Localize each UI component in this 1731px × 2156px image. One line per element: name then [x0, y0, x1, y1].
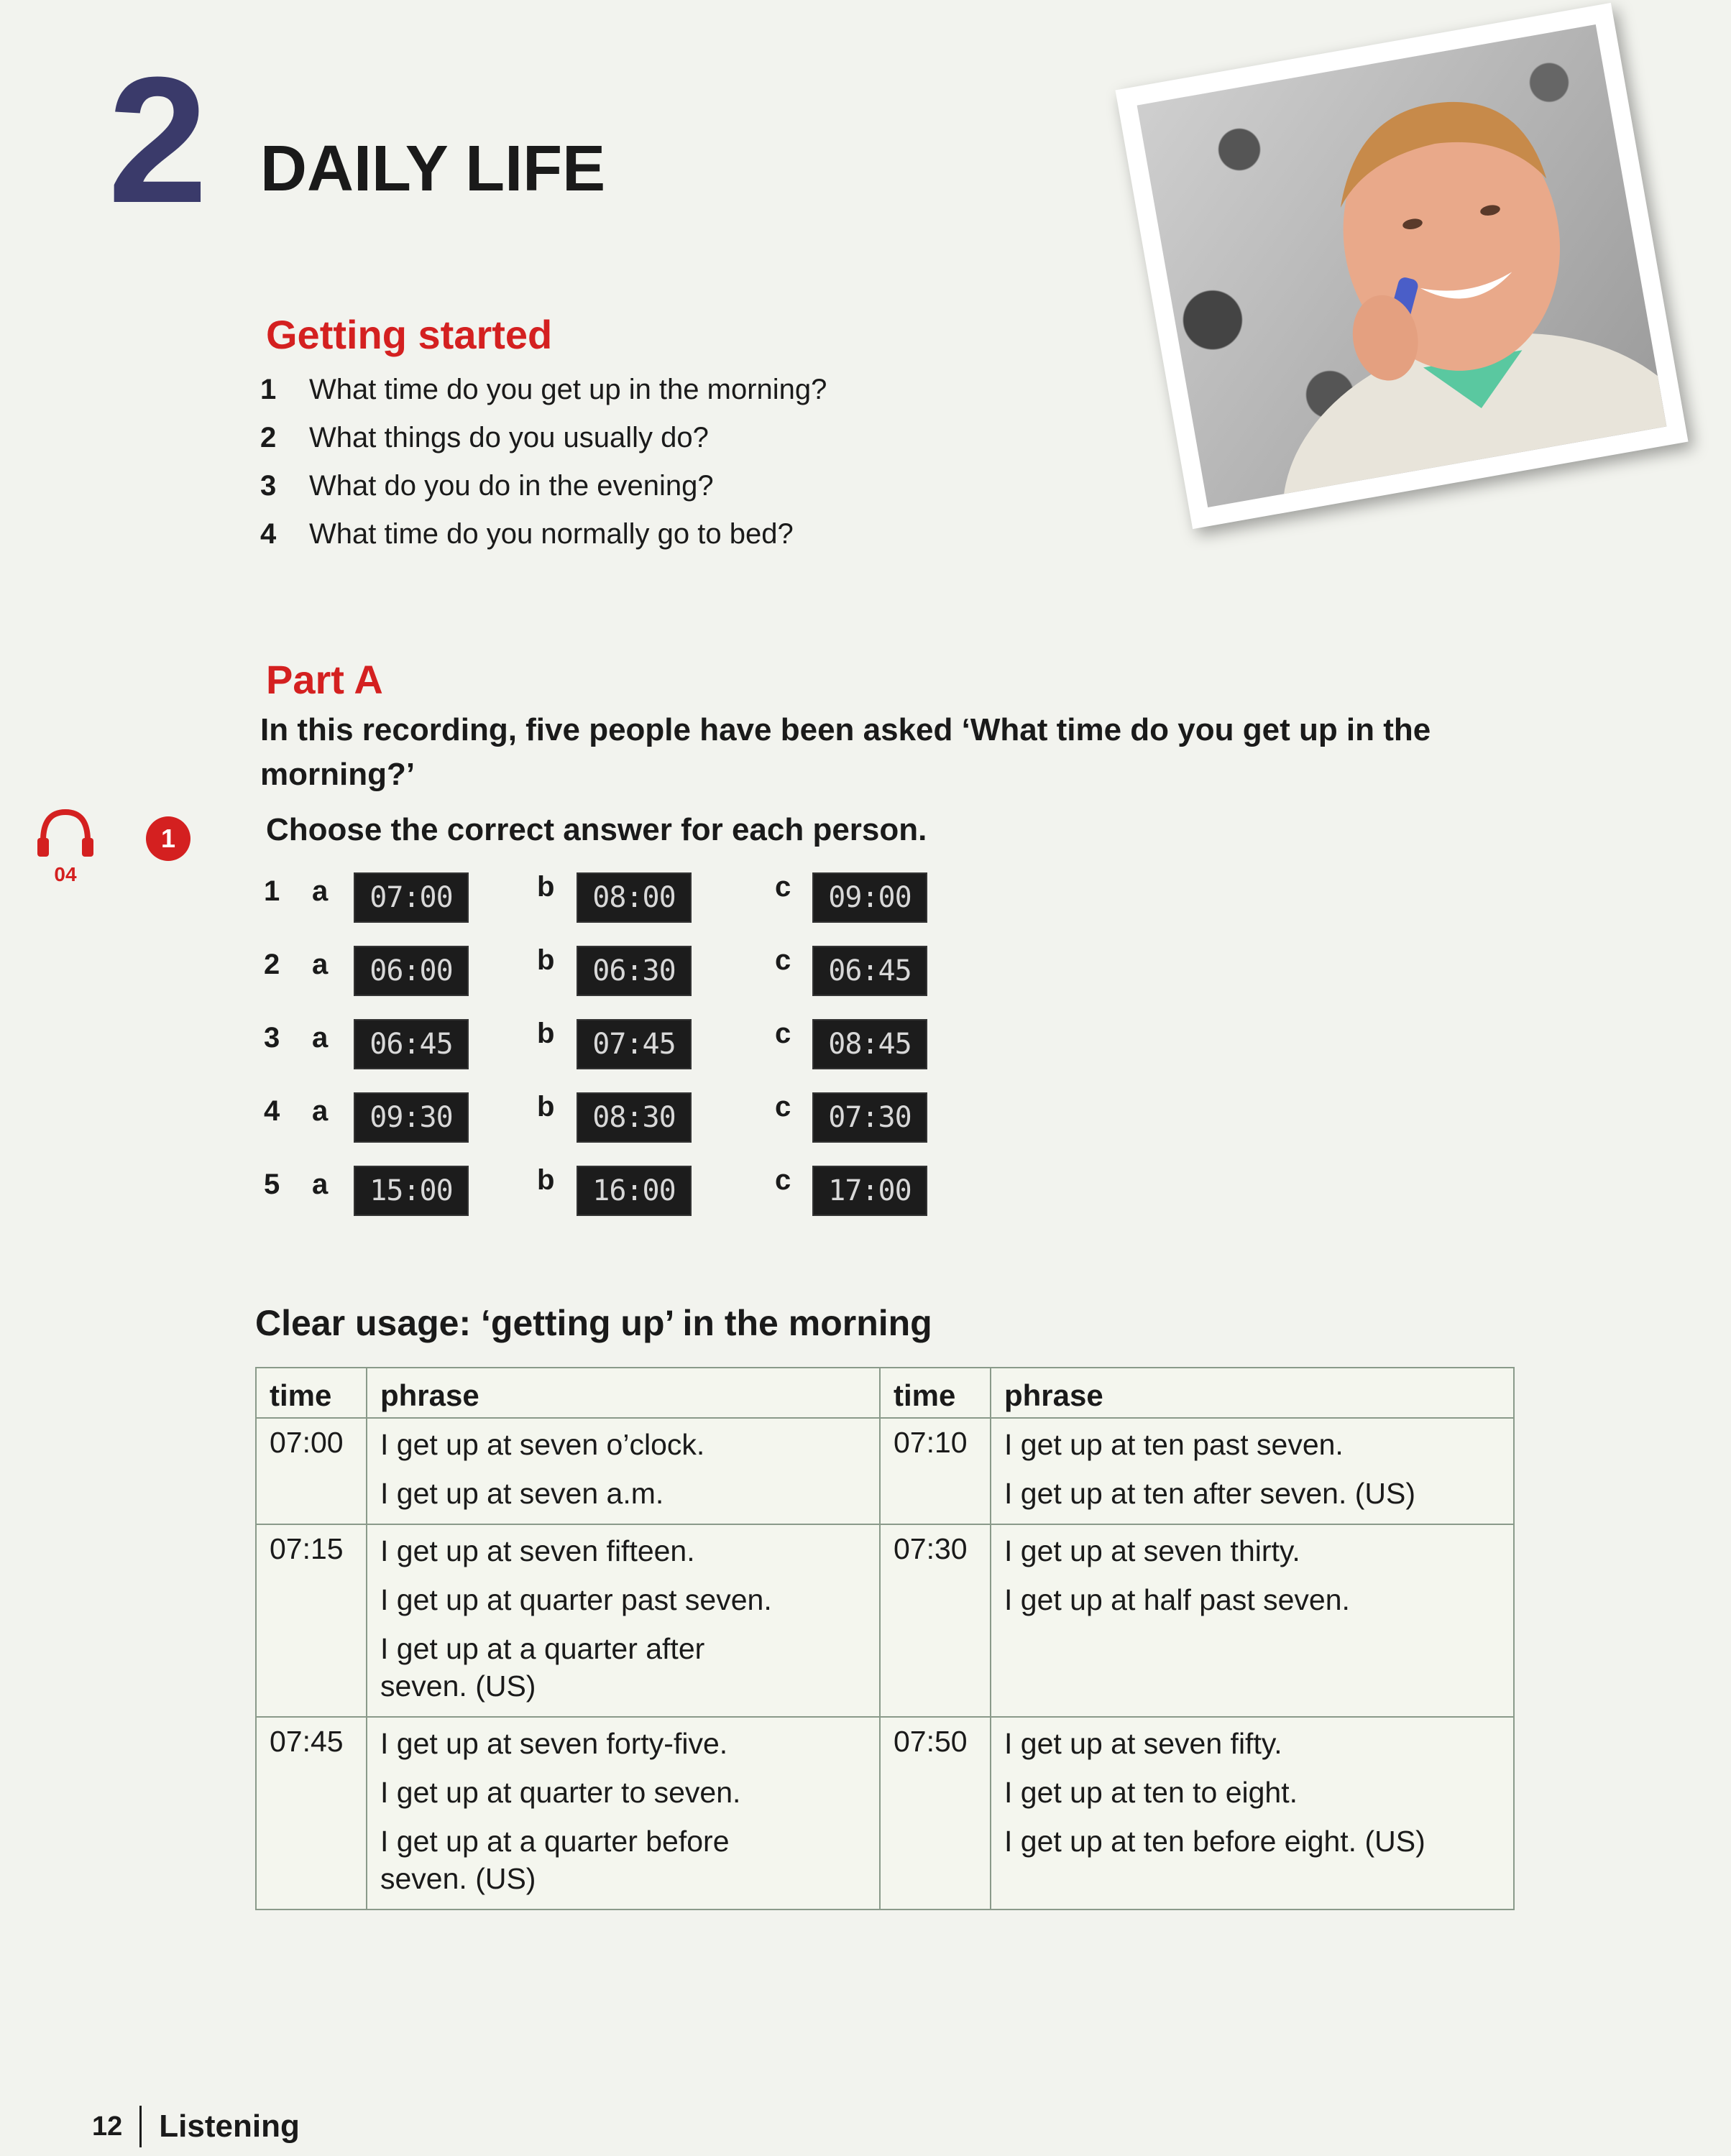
row-number: 2: [264, 949, 280, 980]
phrase-cell: [991, 1418, 1514, 1524]
column-header-time: time: [880, 1368, 991, 1418]
phrase-line: I get up at seven forty-five.: [380, 1727, 728, 1760]
clock-option-a[interactable]: 07:00: [354, 872, 469, 923]
option-letter-a: a: [312, 1022, 329, 1054]
part-a-instruction: In this recording, five people have been asked ‘What time do you get up in the morning?’: [260, 712, 1431, 792]
question-number: 4: [260, 518, 277, 550]
row-number: 3: [264, 1022, 280, 1054]
option-letter-a: a: [312, 949, 329, 980]
list-item: [260, 470, 827, 518]
phrase-cell: [367, 1524, 880, 1717]
section-name: Listening: [159, 2109, 300, 2144]
clock-option-c[interactable]: 06:45: [812, 946, 927, 996]
time-cell: 07:50: [880, 1717, 991, 1909]
phrase-line: I get up at seven thirty.: [1004, 1534, 1300, 1567]
row-number: 4: [264, 1095, 280, 1127]
clock-option-c[interactable]: 07:30: [812, 1092, 927, 1143]
column-header-time: time: [256, 1368, 367, 1418]
table-row: [256, 1717, 1514, 1909]
time-cell: 07:30: [880, 1524, 991, 1717]
option-letter-a: a: [312, 875, 329, 907]
footer-divider: [139, 2106, 142, 2147]
phrase-line: I get up at seven fifteen.: [380, 1534, 695, 1567]
getting-started-title: Getting started: [266, 312, 553, 357]
question-text: What do you do in the evening?: [309, 470, 714, 502]
list-item: [260, 422, 827, 470]
option-letter-c: c: [775, 1018, 791, 1049]
clock-option-b[interactable]: 16:00: [577, 1166, 692, 1216]
table-header-row: [256, 1368, 1514, 1418]
time-cell: 07:00: [256, 1418, 367, 1524]
table-row: [256, 1524, 1514, 1717]
clock-option-a[interactable]: 15:00: [354, 1166, 469, 1216]
chapter-photo-frame: [1115, 3, 1688, 529]
phrase-line: I get up at seven a.m.: [380, 1477, 664, 1510]
option-letter-b: b: [537, 871, 555, 903]
clock-option-b[interactable]: 08:00: [577, 872, 692, 923]
clock-option-c[interactable]: 17:00: [812, 1166, 927, 1216]
option-letter-a: a: [312, 1169, 329, 1200]
phrase-line: I get up at a quarter before seven. (US): [380, 1825, 730, 1895]
option-letter-c: c: [775, 944, 791, 976]
column-header-phrase: phrase: [367, 1368, 880, 1418]
clear-usage-table: [255, 1367, 1515, 1910]
photo-man-brushing-teeth: [1137, 24, 1667, 507]
option-letter-a: a: [312, 1095, 329, 1127]
clock-option-b[interactable]: 08:30: [577, 1092, 692, 1143]
phrase-line: I get up at ten after seven. (US): [1004, 1477, 1416, 1510]
table-row: [256, 1418, 1514, 1524]
clear-usage-title: Clear usage: ‘getting up’ in the morning: [255, 1303, 932, 1343]
photo-illustration: [1137, 24, 1667, 507]
phrase-line: I get up at ten to eight.: [1004, 1776, 1298, 1809]
option-letter-b: b: [537, 944, 555, 976]
phrase-cell: [991, 1717, 1514, 1909]
option-letter-c: c: [775, 871, 791, 903]
time-cell: 07:15: [256, 1524, 367, 1717]
part-a-title: Part A: [266, 657, 383, 702]
page-footer: [92, 2106, 300, 2147]
option-letter-b: b: [537, 1164, 555, 1196]
question-text: What time do you normally go to bed?: [309, 518, 794, 550]
task-instruction: Choose the correct answer for each person.: [266, 812, 927, 847]
question-text: What time do you get up in the morning?: [309, 374, 827, 405]
clock-option-b[interactable]: 06:30: [577, 946, 692, 996]
audio-track-number: 04: [54, 863, 77, 885]
row-number: 5: [264, 1169, 280, 1200]
phrase-cell: [367, 1717, 880, 1909]
phrase-cell: [991, 1524, 1514, 1717]
page-number: 12: [92, 2111, 123, 2142]
chapter-title: DAILY LIFE: [260, 133, 606, 205]
getting-started-questions: [260, 374, 827, 566]
question-number: 1: [260, 374, 277, 405]
option-letter-b: b: [537, 1091, 555, 1123]
headphones-icon: [33, 805, 98, 862]
option-letter-c: c: [775, 1164, 791, 1196]
question-number: 3: [260, 470, 277, 502]
clock-option-c[interactable]: 08:45: [812, 1019, 927, 1069]
clock-option-c[interactable]: 09:00: [812, 872, 927, 923]
audio-track-marker[interactable]: [33, 805, 98, 886]
clock-option-a[interactable]: 06:00: [354, 946, 469, 996]
option-letter-c: c: [775, 1091, 791, 1123]
phrase-line: I get up at half past seven.: [1004, 1583, 1350, 1616]
time-cell: 07:45: [256, 1717, 367, 1909]
phrase-line: I get up at quarter to seven.: [380, 1776, 741, 1809]
clock-option-a[interactable]: 09:30: [354, 1092, 469, 1143]
list-item: [260, 518, 827, 566]
phrase-line: I get up at seven o’clock.: [380, 1428, 705, 1461]
option-letter-b: b: [537, 1018, 555, 1049]
phrase-line: I get up at a quarter after seven. (US): [380, 1632, 705, 1703]
exercise-number-badge: 1: [146, 816, 190, 861]
question-text: What things do you usually do?: [309, 422, 709, 453]
column-header-phrase: phrase: [991, 1368, 1514, 1418]
clock-option-a[interactable]: 06:45: [354, 1019, 469, 1069]
row-number: 1: [264, 875, 280, 907]
clock-option-b[interactable]: 07:45: [577, 1019, 692, 1069]
phrase-line: I get up at ten past seven.: [1004, 1428, 1344, 1461]
phrase-line: I get up at ten before eight. (US): [1004, 1825, 1425, 1858]
time-cell: 07:10: [880, 1418, 991, 1524]
chapter-number: 2: [108, 40, 204, 240]
phrase-cell: [367, 1418, 880, 1524]
phrase-line: I get up at seven fifty.: [1004, 1727, 1282, 1760]
phrase-line: I get up at quarter past seven.: [380, 1583, 772, 1616]
question-number: 2: [260, 422, 277, 453]
list-item: [260, 374, 827, 422]
